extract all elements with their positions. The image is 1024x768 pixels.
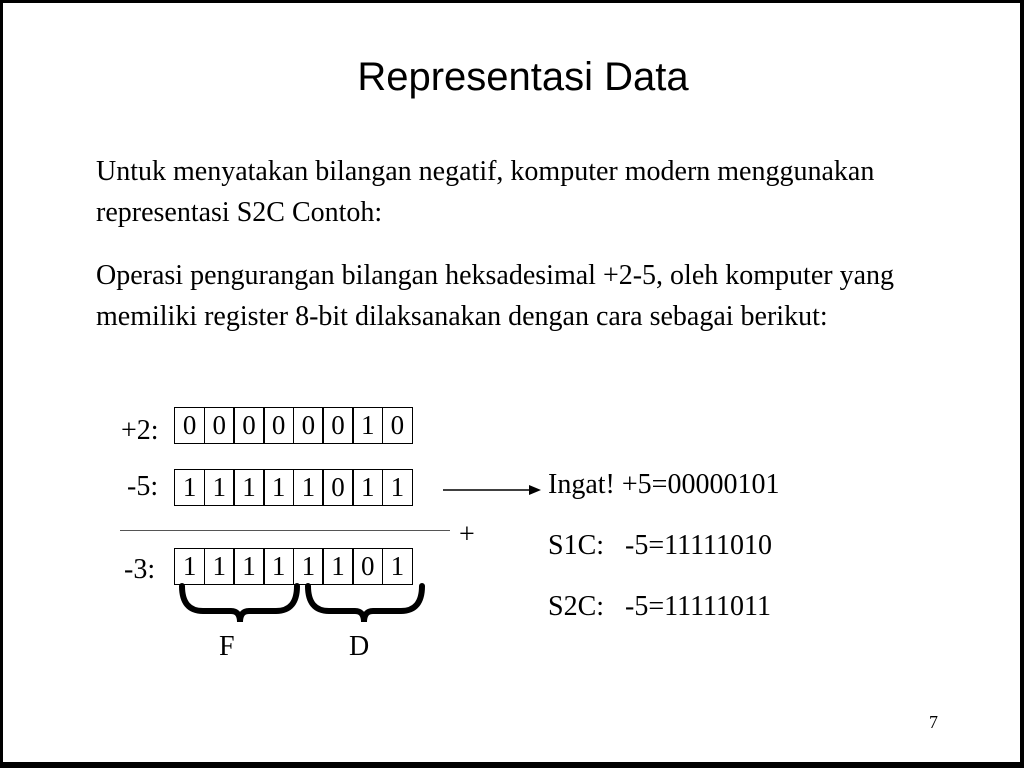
nibble-label-high: F [219, 631, 235, 662]
row-label-plus2: +2: [121, 415, 159, 446]
bit-cell: 1 [352, 407, 383, 444]
bit-cell: 1 [263, 469, 294, 506]
page-number: 7 [929, 712, 938, 732]
bit-cell: 1 [382, 469, 413, 506]
note-ingat: Ingat! +5=00000101 [548, 469, 780, 500]
bit-cell: 0 [263, 407, 294, 444]
row-label-minus3: -3: [124, 554, 156, 585]
bit-cell: 1 [233, 548, 264, 585]
bit-cell: 1 [233, 469, 264, 506]
bit-cell: 1 [322, 548, 353, 585]
intro-paragraph: Untuk menyatakan bilangan negatif, komputer modern menggunakan representasi S2C Contoh: [96, 156, 875, 228]
bit-cell: 1 [293, 548, 324, 585]
slide-title: Representasi Data [357, 55, 689, 99]
bit-cell: 1 [352, 469, 383, 506]
bit-cell: 0 [382, 407, 413, 444]
brace-low-nibble [308, 586, 422, 622]
row-label-minus5: -5: [127, 471, 159, 502]
plus-sign: + [459, 519, 475, 550]
bit-cell: 0 [322, 469, 353, 506]
bit-cell: 1 [174, 469, 205, 506]
operation-paragraph: Operasi pengurangan bilangan heksadesimal +2-5, oleh komputer yang memiliki register 8-bit dilaksanakan dengan cara sebagai berikut: [96, 260, 894, 332]
bit-cell: 1 [204, 548, 235, 585]
bit-cell: 1 [382, 548, 413, 585]
note-s2c: S2C: -5=11111011 [548, 591, 771, 622]
arrow-head [529, 485, 541, 495]
bit-cell: 0 [174, 407, 205, 444]
bit-cell: 1 [204, 469, 235, 506]
nibble-braces [3, 3, 1020, 762]
bit-cell: 1 [263, 548, 294, 585]
bit-cell: 1 [174, 548, 205, 585]
bit-cell: 1 [293, 469, 324, 506]
bit-cell: 0 [233, 407, 264, 444]
slide [3, 3, 1020, 762]
bit-cell: 0 [204, 407, 235, 444]
bit-cell: 0 [322, 407, 353, 444]
note-s1c: S1C: -5=11111010 [548, 530, 772, 561]
brace-high-nibble [182, 586, 297, 622]
bit-cell: 0 [293, 407, 324, 444]
bit-cell: 0 [352, 548, 383, 585]
nibble-label-low: D [349, 631, 370, 662]
